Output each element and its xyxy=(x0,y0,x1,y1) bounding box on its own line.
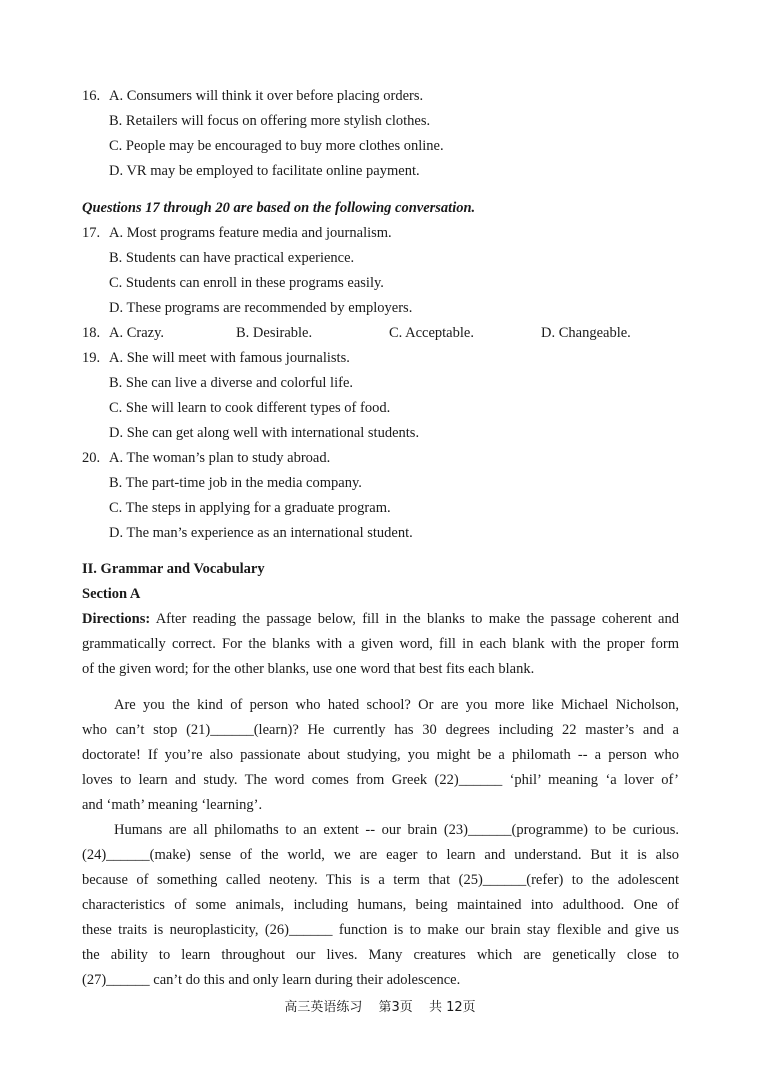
passage-line: and ‘math’ meaning ‘learning’. xyxy=(82,797,263,813)
option-a: A. The woman’s plan to study abroad. xyxy=(109,450,331,466)
footer-page-number: 第3页 xyxy=(378,1000,413,1015)
passage-line: characteristics of some animals, including humans, being maintained into adulthood. One of xyxy=(82,897,679,913)
option-c: C. The steps in applying for a graduate program. xyxy=(109,500,391,516)
option-b: B. Retailers will focus on offering more stylish clothes. xyxy=(109,113,431,129)
page-footer xyxy=(0,996,760,1015)
option-b: B. The part-time job in the media company. xyxy=(109,475,362,491)
passage-paragraph-2 xyxy=(82,818,679,993)
option-c: C. Students can enroll in these programs easily. xyxy=(109,275,384,291)
passage-line: Humans are all philomaths to an extent -- our brain (23)______(programme) to be curious. xyxy=(114,822,679,838)
passage-paragraph-1 xyxy=(82,693,679,818)
option-c: C. She will learn to cook different types of food. xyxy=(109,400,391,416)
question-number: 16. xyxy=(82,88,101,104)
option-d: D. She can get along well with international students. xyxy=(109,425,420,441)
question-number: 18. xyxy=(82,325,101,341)
option-d: D. The man’s experience as an international student. xyxy=(109,525,413,541)
option-d: D. Changeable. xyxy=(541,325,631,341)
question-number: 19. xyxy=(82,350,101,366)
option-c: C. Acceptable. xyxy=(389,325,474,341)
passage-line: because of something called neoteny. This is a term that (25)______(refer) to the adolescent xyxy=(82,872,679,888)
option-b: B. She can live a diverse and colorful life. xyxy=(109,375,354,391)
passage-line: doctorate! If you’re also passionate about studying, you might be a philomath -- a person who xyxy=(82,747,679,763)
passage-line: (27)______ can’t do this and only learn during their adolescence. xyxy=(82,972,461,988)
option-c: C. People may be encouraged to buy more clothes online. xyxy=(109,138,444,154)
option-b: B. Desirable. xyxy=(236,325,313,341)
footer-title: 高三英语练习 xyxy=(284,1000,363,1015)
option-d: D. VR may be employed to facilitate online payment. xyxy=(109,163,420,179)
section-title: II. Grammar and Vocabulary xyxy=(82,561,265,577)
directions-line: After reading the passage below, fill in the blanks to make the passage coherent and xyxy=(150,611,679,627)
option-b: B. Students can have practical experience. xyxy=(109,250,355,266)
option-a: A. She will meet with famous journalists. xyxy=(109,350,350,366)
section-a-title: Section A xyxy=(82,586,141,602)
question-number: 17. xyxy=(82,225,101,241)
directions-line: of the given word; for the other blanks, use one word that best fits each blank. xyxy=(82,661,535,677)
footer-total-pages: 共 12页 xyxy=(428,1000,476,1015)
option-a: A. Consumers will think it over before placing orders. xyxy=(109,88,424,104)
passage-line: these traits is neuroplasticity, (26)______ function is to make our brain stay flexible and give us xyxy=(82,922,679,938)
passage-line: who can’t stop (21)______(learn)? He currently has 30 degrees including 22 master’s and a xyxy=(82,722,679,738)
option-a: A. Most programs feature media and journalism. xyxy=(109,225,392,241)
directions-label: Directions: xyxy=(82,611,151,627)
question-number: 20. xyxy=(82,450,101,466)
directions xyxy=(82,607,679,682)
passage-line: the ability to learn throughout our lives. Many creatures which are genetically close to xyxy=(82,947,679,963)
directions-line: grammatically correct. For the blanks with a given word, fill in each blank with the proper form xyxy=(82,636,679,652)
passage-line: Are you the kind of person who hated school? Or are you more like Michael Nicholson, xyxy=(114,697,679,713)
conversation-heading: Questions 17 through 20 are based on the following conversation. xyxy=(82,200,476,216)
option-a: A. Crazy. xyxy=(109,325,165,341)
passage-line: (24)______(make) sense of the world, we are eager to learn and understand. But it is also xyxy=(82,847,679,863)
passage-line: loves to learn and study. The word comes from Greek (22)______ ‘phil’ meaning ‘a lover of’ xyxy=(82,772,679,788)
option-d: D. These programs are recommended by employers. xyxy=(109,300,413,316)
